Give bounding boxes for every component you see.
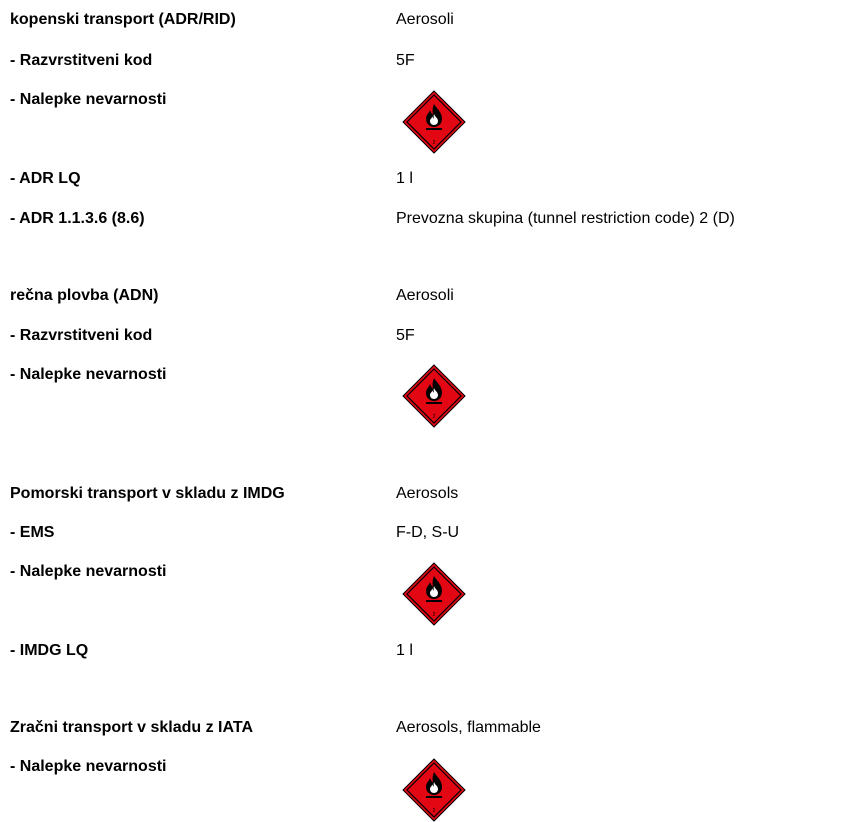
row-value-classification-code: 5F — [396, 52, 415, 69]
section-value-iata: Aerosols, flammable — [396, 719, 541, 736]
svg-text:2: 2 — [432, 140, 436, 146]
row-value-imdg-lq: 1 l — [396, 642, 413, 659]
section-header-adn: rečna plovba (ADN) — [10, 287, 159, 304]
row-value-adr-1136: Prevozna skupina (tunnel restriction code) 2 (D) — [396, 210, 735, 227]
row-label-adr-lq: - ADR LQ — [10, 170, 81, 187]
svg-text:2: 2 — [432, 808, 436, 814]
row-label-hazard-labels: - Nalepke nevarnosti — [10, 91, 167, 108]
flammable-hazard-icon — [402, 90, 466, 154]
row-label-adr-1136: - ADR 1.1.3.6 (8.6) — [10, 210, 145, 227]
svg-text:2: 2 — [432, 414, 436, 420]
flammable-hazard-icon — [402, 364, 466, 428]
row-label-hazard-labels: - Nalepke nevarnosti — [10, 758, 167, 775]
section-header-iata: Zračni transport v skladu z IATA — [10, 719, 254, 736]
section-value-adr-rid: Aerosoli — [396, 11, 454, 28]
section-value-adn: Aerosoli — [396, 287, 454, 304]
row-label-classification-code: - Razvrstitveni kod — [10, 52, 153, 69]
section-value-imdg: Aerosols — [396, 485, 459, 502]
flammable-hazard-icon — [402, 758, 466, 822]
row-label-hazard-labels: - Nalepke nevarnosti — [10, 563, 167, 580]
section-header-adr-rid: kopenski transport (ADR/RID) — [10, 11, 236, 28]
row-label-hazard-labels: - Nalepke nevarnosti — [10, 366, 167, 383]
row-label-ems: - EMS — [10, 524, 55, 541]
flammable-hazard-icon — [402, 562, 466, 626]
row-value-adr-lq: 1 l — [396, 170, 413, 187]
row-value-classification-code: 5F — [396, 327, 415, 344]
row-value-ems: F-D, S-U — [396, 524, 460, 541]
svg-text:2: 2 — [432, 612, 436, 618]
row-label-classification-code: - Razvrstitveni kod — [10, 327, 153, 344]
row-label-imdg-lq: - IMDG LQ — [10, 642, 89, 659]
section-header-imdg: Pomorski transport v skladu z IMDG — [10, 485, 285, 502]
